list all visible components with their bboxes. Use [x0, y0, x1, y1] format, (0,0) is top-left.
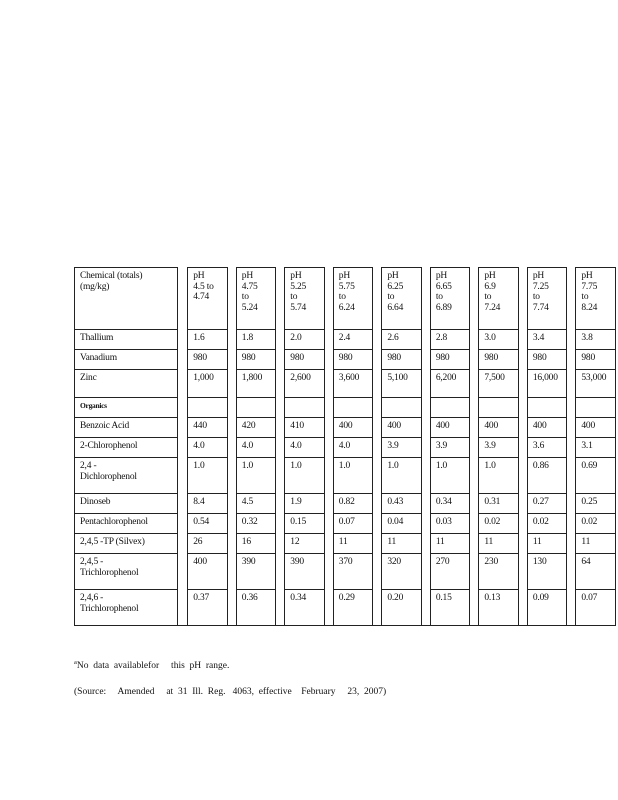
table-cell: 1.0 [382, 458, 421, 494]
table-cell: 980 [285, 350, 324, 370]
table-cell: 400 [527, 418, 566, 438]
column-gap [567, 590, 576, 626]
table-cell: 3.9 [382, 438, 421, 458]
header-ph-range: pH 4.5 to 4.74 [188, 268, 227, 330]
column-gap [470, 418, 479, 438]
table-cell: 0.02 [527, 514, 566, 534]
table-cell: 2.6 [382, 330, 421, 350]
column-gap [421, 370, 430, 398]
table-cell: 0.04 [382, 514, 421, 534]
chemical-name: 2,4 - Dichlorophenol [75, 458, 178, 494]
column-gap [178, 398, 188, 418]
table-cell: 1,000 [188, 370, 227, 398]
column-gap [227, 590, 236, 626]
table-cell: 980 [382, 350, 421, 370]
table-cell: 11 [479, 534, 518, 554]
header-ph-range: pH 5.75 to 6.24 [333, 268, 372, 330]
table-cell: 3.0 [479, 330, 518, 350]
table-cell: 4.0 [188, 438, 227, 458]
table-cell: 420 [236, 418, 275, 438]
table-cell [382, 398, 421, 418]
table-row [75, 330, 616, 350]
column-gap [373, 438, 382, 458]
table-row [75, 494, 616, 514]
column-gap [567, 514, 576, 534]
column-gap [276, 350, 285, 370]
table-cell: 410 [285, 418, 324, 438]
column-gap [518, 590, 527, 626]
table-cell: 1.9 [285, 494, 324, 514]
column-gap [324, 268, 333, 330]
table-cell: 11 [527, 534, 566, 554]
column-gap [373, 330, 382, 350]
column-gap [324, 534, 333, 554]
column-gap [567, 438, 576, 458]
column-gap [178, 514, 188, 534]
table-cell: 0.34 [430, 494, 469, 514]
table-cell: 6,200 [430, 370, 469, 398]
table-header-row [75, 268, 616, 330]
column-gap [276, 370, 285, 398]
header-ph-range: pH 7.25 to 7.74 [527, 268, 566, 330]
column-gap [373, 590, 382, 626]
chemical-name: 2,4,5 - Trichlorophenol [75, 554, 178, 590]
column-gap [227, 458, 236, 494]
table-cell: 3.6 [527, 438, 566, 458]
table-cell: 320 [382, 554, 421, 590]
column-gap [373, 494, 382, 514]
table-cell [479, 398, 518, 418]
table-cell: 0.15 [430, 590, 469, 626]
table-cell: 980 [576, 350, 616, 370]
table-cell: 7,500 [479, 370, 518, 398]
column-gap [421, 438, 430, 458]
chemical-name: 2-Chlorophenol [75, 438, 178, 458]
table-cell: 0.82 [333, 494, 372, 514]
column-gap [421, 534, 430, 554]
column-gap [421, 494, 430, 514]
column-gap [421, 590, 430, 626]
table-cell: 980 [479, 350, 518, 370]
table-cell: 4.0 [285, 438, 324, 458]
table-cell: 8.4 [188, 494, 227, 514]
column-gap [373, 268, 382, 330]
table-cell: 16,000 [527, 370, 566, 398]
column-gap [470, 554, 479, 590]
table-cell: 1,800 [236, 370, 275, 398]
table-cell: 130 [527, 554, 566, 590]
table-row [75, 418, 616, 438]
table-cell: 0.15 [285, 514, 324, 534]
header-ph-range: pH 4.75 to 5.24 [236, 268, 275, 330]
table-row [75, 350, 616, 370]
column-gap [276, 438, 285, 458]
table-cell: 0.20 [382, 590, 421, 626]
column-gap [567, 458, 576, 494]
table-cell: 0.37 [188, 590, 227, 626]
table-cell: 0.34 [285, 590, 324, 626]
column-gap [421, 418, 430, 438]
column-gap [373, 350, 382, 370]
column-gap [227, 534, 236, 554]
column-gap [470, 398, 479, 418]
column-gap [178, 554, 188, 590]
column-gap [567, 494, 576, 514]
column-gap [324, 514, 333, 534]
table-cell: 1.0 [236, 458, 275, 494]
column-gap [470, 534, 479, 554]
column-gap [470, 590, 479, 626]
column-gap [324, 554, 333, 590]
column-gap [567, 370, 576, 398]
header-ph-range: pH 6.65 to 6.89 [430, 268, 469, 330]
column-gap [518, 438, 527, 458]
column-gap [470, 268, 479, 330]
column-gap [178, 458, 188, 494]
table-cell: 2.0 [285, 330, 324, 350]
table-cell: 0.29 [333, 590, 372, 626]
column-gap [324, 494, 333, 514]
column-gap [324, 458, 333, 494]
table-cell [576, 398, 616, 418]
column-gap [276, 398, 285, 418]
table-cell: 0.36 [236, 590, 275, 626]
table-cell: 400 [188, 554, 227, 590]
table-cell: 0.27 [527, 494, 566, 514]
column-gap [324, 370, 333, 398]
table-row [75, 554, 616, 590]
footnote-marker: a [74, 659, 77, 666]
table-cell: 3.1 [576, 438, 616, 458]
column-gap [470, 330, 479, 350]
column-gap [227, 268, 236, 330]
column-gap [421, 514, 430, 534]
table-cell: 270 [430, 554, 469, 590]
column-gap [276, 514, 285, 534]
column-gap [567, 350, 576, 370]
table-cell: 11 [576, 534, 616, 554]
table-cell: 1.0 [479, 458, 518, 494]
header-chemical: Chemical (totals) (mg/kg) [75, 268, 178, 330]
column-gap [227, 330, 236, 350]
table-cell: 0.02 [576, 514, 616, 534]
table-cell: 64 [576, 554, 616, 590]
column-gap [518, 534, 527, 554]
column-gap [276, 534, 285, 554]
column-gap [567, 534, 576, 554]
column-gap [518, 458, 527, 494]
table-cell: 980 [333, 350, 372, 370]
table-cell: 0.02 [479, 514, 518, 534]
column-gap [373, 554, 382, 590]
table-cell: 1.0 [430, 458, 469, 494]
table-cell: 400 [333, 418, 372, 438]
column-gap [227, 494, 236, 514]
column-gap [227, 398, 236, 418]
table-cell [188, 398, 227, 418]
column-gap [518, 350, 527, 370]
header-ph-range: pH 7.75 to 8.24 [576, 268, 616, 330]
column-gap [470, 458, 479, 494]
column-gap [324, 350, 333, 370]
table-cell: 5,100 [382, 370, 421, 398]
table-cell: 390 [236, 554, 275, 590]
column-gap [324, 330, 333, 350]
chemical-name: Thallium [75, 330, 178, 350]
column-gap [518, 398, 527, 418]
header-ph-range: pH 5.25 to 5.74 [285, 268, 324, 330]
column-gap [567, 268, 576, 330]
table-cell: 0.43 [382, 494, 421, 514]
table-cell: 1.8 [236, 330, 275, 350]
table-cell: 980 [188, 350, 227, 370]
column-gap [227, 438, 236, 458]
table-cell: 11 [333, 534, 372, 554]
source-note: (Source: Amended at 31 Ill. Reg. 4063, effective February 23, 2007) [74, 687, 387, 698]
table-cell: 0.07 [333, 514, 372, 534]
column-gap [373, 458, 382, 494]
chemical-name: 2,4,6 - Trichlorophenol [75, 590, 178, 626]
footnote [74, 657, 386, 672]
chemical-name: Zinc [75, 370, 178, 398]
column-gap [567, 398, 576, 418]
header-ph-range: pH 6.9 to 7.24 [479, 268, 518, 330]
table-notes [74, 657, 386, 712]
table-cell: 0.07 [576, 590, 616, 626]
column-gap [567, 418, 576, 438]
ph-table-container [74, 267, 616, 626]
column-gap [178, 494, 188, 514]
table-cell: 0.54 [188, 514, 227, 534]
header-ph-range: pH 6.25 to 6.64 [382, 268, 421, 330]
column-gap [470, 494, 479, 514]
column-gap [373, 370, 382, 398]
column-gap [373, 514, 382, 534]
table-cell: 0.25 [576, 494, 616, 514]
column-gap [276, 268, 285, 330]
chemical-name: Pentachlorophenol [75, 514, 178, 534]
chemical-name: 2,4,5 -TP (Silvex) [75, 534, 178, 554]
column-gap [421, 350, 430, 370]
table-cell: 1.0 [285, 458, 324, 494]
table-cell: 400 [430, 418, 469, 438]
column-gap [178, 534, 188, 554]
column-gap [227, 350, 236, 370]
table-cell: 0.03 [430, 514, 469, 534]
table-cell: 980 [236, 350, 275, 370]
table-cell: 3.4 [527, 330, 566, 350]
chemical-name: Benzoic Acid [75, 418, 178, 438]
table-cell [285, 398, 324, 418]
table-cell: 0.86 [527, 458, 566, 494]
table-row [75, 438, 616, 458]
chemical-name: Dinoseb [75, 494, 178, 514]
column-gap [178, 268, 188, 330]
table-cell: 4.5 [236, 494, 275, 514]
table-row [75, 458, 616, 494]
table-cell: 16 [236, 534, 275, 554]
column-gap [324, 398, 333, 418]
column-gap [276, 554, 285, 590]
table-cell: 400 [576, 418, 616, 438]
column-gap [421, 458, 430, 494]
table-cell: 0.69 [576, 458, 616, 494]
column-gap [567, 330, 576, 350]
table-cell: 0.31 [479, 494, 518, 514]
table-cell: 1.0 [333, 458, 372, 494]
table-cell: 3,600 [333, 370, 372, 398]
column-gap [276, 590, 285, 626]
table-cell: 4.0 [236, 438, 275, 458]
column-gap [276, 418, 285, 438]
column-gap [178, 330, 188, 350]
chemical-name: Vanadium [75, 350, 178, 370]
table-cell: 0.13 [479, 590, 518, 626]
column-gap [324, 590, 333, 626]
section-label: Organics [75, 398, 178, 418]
table-cell: 12 [285, 534, 324, 554]
column-gap [227, 370, 236, 398]
section-row [75, 398, 616, 418]
column-gap [276, 494, 285, 514]
table-cell: 3.9 [479, 438, 518, 458]
footnote-text: No data availablefor this pH range. [76, 661, 230, 672]
table-cell: 980 [527, 350, 566, 370]
table-cell: 0.09 [527, 590, 566, 626]
table-cell: 1.0 [188, 458, 227, 494]
table-row [75, 534, 616, 554]
column-gap [470, 438, 479, 458]
column-gap [178, 418, 188, 438]
column-gap [470, 514, 479, 534]
column-gap [276, 458, 285, 494]
table-cell: 2.8 [430, 330, 469, 350]
table-cell: 390 [285, 554, 324, 590]
table-cell: 53,000 [576, 370, 616, 398]
table-cell: 2.4 [333, 330, 372, 350]
table-cell: 980 [430, 350, 469, 370]
table-cell: 370 [333, 554, 372, 590]
column-gap [324, 438, 333, 458]
column-gap [421, 330, 430, 350]
column-gap [518, 494, 527, 514]
column-gap [324, 418, 333, 438]
table-cell: 2,600 [285, 370, 324, 398]
column-gap [518, 370, 527, 398]
column-gap [178, 350, 188, 370]
table-cell: 11 [430, 534, 469, 554]
table-cell [430, 398, 469, 418]
table-cell: 3.9 [430, 438, 469, 458]
column-gap [276, 330, 285, 350]
table-cell: 4.0 [333, 438, 372, 458]
column-gap [567, 554, 576, 590]
table-cell: 11 [382, 534, 421, 554]
column-gap [178, 438, 188, 458]
column-gap [421, 268, 430, 330]
column-gap [421, 554, 430, 590]
table-cell [527, 398, 566, 418]
column-gap [227, 554, 236, 590]
column-gap [178, 370, 188, 398]
column-gap [178, 590, 188, 626]
column-gap [518, 268, 527, 330]
column-gap [470, 350, 479, 370]
chemical-ph-table [74, 267, 616, 626]
column-gap [518, 418, 527, 438]
table-cell: 400 [382, 418, 421, 438]
column-gap [470, 370, 479, 398]
table-cell: 0.32 [236, 514, 275, 534]
table-cell: 1.6 [188, 330, 227, 350]
table-cell [236, 398, 275, 418]
column-gap [373, 398, 382, 418]
column-gap [518, 514, 527, 534]
table-row [75, 590, 616, 626]
table-cell: 26 [188, 534, 227, 554]
column-gap [227, 514, 236, 534]
table-cell: 400 [479, 418, 518, 438]
table-row [75, 514, 616, 534]
column-gap [373, 534, 382, 554]
table-cell: 440 [188, 418, 227, 438]
table-cell: 3.8 [576, 330, 616, 350]
table-row [75, 370, 616, 398]
column-gap [227, 418, 236, 438]
column-gap [518, 554, 527, 590]
column-gap [373, 418, 382, 438]
column-gap [518, 330, 527, 350]
column-gap [421, 398, 430, 418]
table-cell: 230 [479, 554, 518, 590]
table-cell [333, 398, 372, 418]
